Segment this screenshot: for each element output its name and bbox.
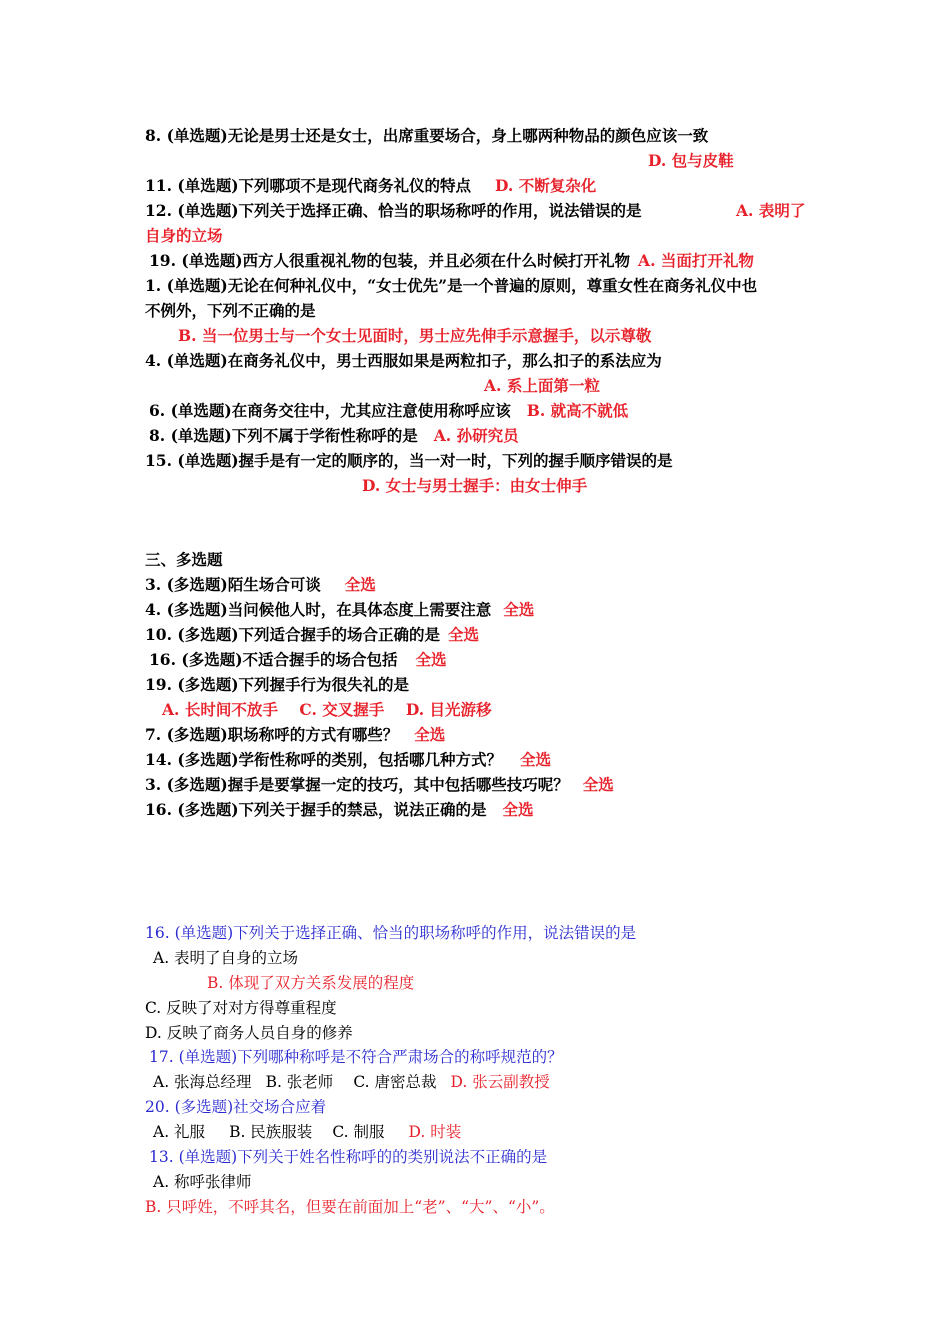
answer-text: D. 时装: [408, 1123, 462, 1141]
question-text: 不例外，下列不正确的是: [145, 301, 316, 320]
answer-text: 全选: [344, 575, 376, 594]
question-text: 7. (多选题)职场称呼的方式有哪些？: [145, 725, 399, 744]
question-text: 14. (多选题)学衔性称呼的类别，包括哪几种方式？: [145, 750, 503, 769]
question-line: [145, 597, 534, 622]
question-line: 13. (单选题)下列关于姓名性称呼的的类别说法不正确的是: [149, 1148, 548, 1166]
answer-text: 全选: [448, 625, 480, 644]
question-text: 1. (单选题)无论在何种礼仪中，“女士优先”是一个普遍的原则，尊重女性在商务礼仪中也: [145, 276, 758, 295]
question-line: [145, 797, 534, 822]
question-text: 16. (多选题)下列关于握手的禁忌，说法正确的是: [145, 800, 487, 819]
question-text: 10. (多选题)下列适合握手的场合正确的是: [145, 625, 441, 644]
answer-text: A. 长时间不放手 C. 交叉握手 D. 目光游移: [162, 700, 492, 719]
option-text: A. 张海总经理: [153, 1073, 252, 1091]
question-text: 12. (单选题)下列关于选择正确、恰当的职场称呼的作用，说法错误的是: [145, 201, 642, 220]
option-text: C. 唐密总裁: [353, 1073, 437, 1091]
question-text: 11. (单选题)下列哪项不是现代商务礼仪的特点: [145, 176, 472, 195]
question-text: 3. (多选题)陌生场合可谈: [145, 575, 321, 594]
question-line: [145, 198, 642, 223]
answer-text: 全选: [503, 600, 535, 619]
question-line: [145, 722, 445, 747]
question-line: [149, 248, 754, 273]
answer-text: A. 表明了: [736, 201, 806, 220]
option-text: C. 制服: [332, 1123, 385, 1141]
answer-text: D. 包与皮鞋: [648, 151, 734, 170]
question-text: 16. (多选题)不适合握手的场合包括: [149, 650, 398, 669]
question-line: [145, 273, 757, 298]
question-text: 3. (多选题)握手是要掌握一定的技巧，其中包括哪些技巧呢？: [145, 775, 569, 794]
option-text: C. 反映了对对方得尊重程度: [145, 999, 337, 1017]
option-text: B. 张老师: [265, 1073, 334, 1091]
option-text: A. 礼服: [153, 1123, 206, 1141]
answer-text: 全选: [520, 750, 552, 769]
answer-text: D. 不断复杂化: [495, 176, 597, 195]
answer-text: A. 当面打开礼物: [638, 251, 754, 270]
question-line: [145, 622, 479, 647]
answer-text: 全选: [502, 800, 534, 819]
option-text: A. 称呼张律师: [153, 1173, 252, 1191]
answer-text: D. 女士与男士握手：由女士伸手: [362, 476, 588, 495]
answer-text: A. 孙研究员: [433, 426, 519, 445]
options-line: [153, 1070, 550, 1095]
options-line: [153, 1120, 461, 1145]
answer-text: 自身的立场: [145, 226, 223, 245]
question-text: 19. (单选题)西方人很重视礼物的包装，并且必须在什么时候打开礼物: [149, 251, 631, 270]
question-line: 17. (单选题)下列哪种称呼是不符合严肃场合的称呼规范的？: [149, 1048, 563, 1066]
question-line: [145, 747, 551, 772]
question-line: [145, 448, 673, 473]
answer-text: B. 当一位男士与一个女士见面时，男士应先伸手示意握手，以示尊敬: [178, 326, 652, 345]
question-line: [145, 772, 614, 797]
option-text: A. 表明了自身的立场: [153, 949, 299, 967]
question-line: [145, 173, 596, 198]
answer-text: B. 只呼姓，不呼其名，但要在前面加上“老”、“大”、“小”。: [145, 1198, 555, 1216]
question-text: 4. (多选题)当问候他人时，在具体态度上需要注意: [145, 600, 492, 619]
question-line: [145, 572, 376, 597]
option-text: B. 民族服装: [229, 1123, 313, 1141]
question-text: 4. (单选题)在商务礼仪中，男士西服如果是两粒扣子，那么扣子的系法应为: [145, 351, 662, 370]
answer-text: 全选: [415, 650, 447, 669]
answer-text: 全选: [582, 775, 614, 794]
question-line: [149, 647, 447, 672]
question-text: 8. (单选题)下列不属于学衔性称呼的是: [149, 426, 418, 445]
question-line: 16. (单选题)下列关于选择正确、恰当的职场称呼的作用，说法错误的是: [145, 924, 637, 942]
answer-text: B. 体现了双方关系发展的程度: [207, 974, 415, 992]
answer-text: D. 张云副教授: [450, 1073, 550, 1091]
question-text: 8. (单选题)无论是男士还是女士，出席重要场合，身上哪两种物品的颜色应该一致: [145, 126, 709, 145]
question-line: 20. (多选题)社交场合应着: [145, 1098, 327, 1116]
answer-text: A. 系上面第一粒: [484, 376, 600, 395]
question-line: [149, 398, 628, 423]
question-line: [149, 423, 519, 448]
answer-text: B. 就高不就低: [526, 401, 629, 420]
question-line: [145, 123, 708, 148]
section-heading: 三、多选题: [145, 550, 223, 569]
question-text: 6. (单选题)在商务交往中，尤其应注意使用称呼应该: [149, 401, 511, 420]
answer-text: 全选: [414, 725, 446, 744]
question-line: [145, 672, 409, 697]
question-text: 19. (多选题)下列握手行为很失礼的是: [145, 675, 410, 694]
question-line: [145, 348, 662, 373]
option-text: D. 反映了商务人员自身的修养: [145, 1024, 353, 1042]
question-text: 15. (单选题)握手是有一定的顺序的，当一对一时，下列的握手顺序错误的是: [145, 451, 673, 470]
question-line: [145, 298, 316, 323]
